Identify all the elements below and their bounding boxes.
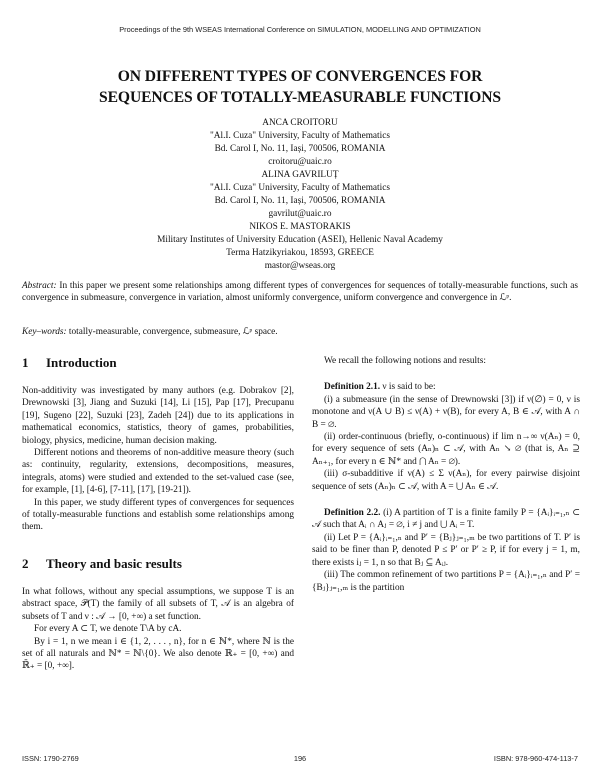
keywords-text: totally-measurable, convergence, submeasure, ℒᵖ space. [66, 327, 278, 337]
section-title: Theory and basic results [46, 555, 182, 571]
definition-item: (ii) order-continuous (briefly, o-continuous) if lim n→∞ ν(Aₙ) = 0, for every sequence of sets (Aₙ)ₙ ⊂ 𝒜, with Aₙ ↘ ∅ (that is, Aₙ ⊇ Aₙ₊₁, for every n ∈ ℕ* and ⋂ Aₙ = ∅). [312, 432, 580, 467]
author-email: mastor@wseas.org [264, 261, 336, 271]
left-column [22, 355, 294, 673]
paragraph: For every A ⊂ T, we denote T\A by cA. [34, 624, 182, 635]
section-number: 1 [22, 355, 29, 370]
author-affiliation: "Al.I. Cuza" University, Faculty of Mathematics [210, 131, 390, 141]
right-column [312, 355, 580, 594]
author-address: Bd. Carol I, No. 11, Iași, 700506, ROMANIA [214, 144, 386, 154]
abstract-label: Abstract: [22, 281, 57, 291]
title-line-2: SEQUENCES OF TOTALLY-MEASURABLE FUNCTIONS [99, 89, 501, 106]
definition-item: (i) A partition of T is a finite family P = {Aᵢ}ᵢ₌₁,ₙ ⊂ 𝒜 such that Aᵢ ∩ Aⱼ = ∅, i ≠ j and ⋃ Aᵢ = T. [312, 508, 580, 531]
definition-item: (ii) Let P = {Aᵢ}ᵢ₌₁,ₙ and P′ = {Bⱼ}ⱼ₌₁,ₘ be two partitions of T. P′ is said to be finer than P, denoted P ≤ P′ or P′ ≥ P, if for every j = 1, m, there exists iⱼ = 1, n so that Bⱼ ⊆ Aᵢⱼ. [312, 532, 580, 568]
section-number: 2 [22, 555, 29, 571]
author-address: Bd. Carol I, No. 11, Iași, 700506, ROMANIA [214, 196, 386, 206]
section-heading [22, 355, 294, 371]
footer-issn: ISSN: 1790-2769 [22, 754, 79, 763]
author-name: ANCA CROITORU [262, 118, 338, 128]
author-affiliation: Military Institutes of University Education (ASEI), Hellenic Naval Academy [157, 235, 443, 245]
author-block [60, 117, 540, 273]
paragraph: In what follows, without any special assumptions, we suppose T is an abstract space, 𝒫(T) the family of all subsets of T, 𝒜 is an algebra of subsets of T and ν : 𝒜 → [0, +∞) a set function. [22, 586, 294, 622]
paragraph: In this paper, we study different types of convergences for sequences of totally-measurable functions and establish some relationships among them. [22, 497, 294, 533]
author-affiliation: "Al.I. Cuza" University, Faculty of Mathematics [210, 183, 390, 193]
definition-lead: ν is said to be: [380, 382, 436, 393]
definition-label: Definition 2.1. [324, 382, 381, 393]
author-address: Terma Hatzikyriakou, 18593, GREECE [226, 248, 374, 258]
definition-2-1 [312, 381, 580, 393]
page-number: 196 [293, 754, 307, 763]
definition-item: (iii) σ-subadditive if ν(A) ≤ Σ ν(Aₙ), for every pairwise disjoint sequence of sets (Aₙ)ₙ ⊂ 𝒜, with A = ⋃ Aₙ ∈ 𝒜. [312, 469, 580, 492]
paragraph: Non-additivity was investigated by many authors (e.g. Dobrakov [2], Drewnowski [3], Jiang and Suzuki [14], Li [15], Pap [17], Precupanu [19], Sugeno [22], Suzuki [23], Zadeh [24]) due to its applications in mathematical economics, statistics, theory of games, probabilities, biology, physics, medicine, human decision making. [22, 386, 294, 446]
definition-item: (i) a submeasure (in the sense of Drewnowski [3]) if ν(∅) = 0, ν is monotone and ν(A ∪ B) ≤ ν(A) + ν(B), for every A, B ∈ 𝒜, with A ∩ B = ∅. [312, 394, 580, 430]
definition-2-2 [312, 507, 580, 532]
running-header: Proceedings of the 9th WSEAS International Conference on SIMULATION, MODELLING AND OPTIMIZATION [119, 25, 481, 34]
footer-isbn: ISBN: 978-960-474-113-7 [493, 754, 578, 763]
definition-label: Definition 2.2. [324, 508, 381, 519]
keywords-label: Key–words: [22, 327, 67, 337]
section-title: Introduction [46, 355, 117, 370]
section-heading [22, 556, 294, 572]
abstract [22, 280, 578, 305]
author-email: gavrilut@uaic.ro [268, 209, 332, 219]
keywords [22, 326, 578, 338]
abstract-text: In this paper we present some relationships among different types of convergences for sequences of totally-measurable functions, such as convergence in submeasure, convergence in variation, almost uniformly convergence, uniform convergence and convergence in ℒᵖ. [22, 281, 578, 304]
definition-item: (iii) The common refinement of two partitions P = {Aᵢ}ᵢ₌₁,ₙ and P′ = {Bⱼ}ⱼ₌₁,ₘ is the partition [312, 570, 580, 593]
author-email: croitoru@uaic.ro [268, 157, 332, 167]
title-line-1: ON DIFFERENT TYPES OF CONVERGENCES FOR [117, 68, 483, 85]
paper-title [40, 66, 560, 108]
author-name: ALINA GAVRILUȚ [261, 170, 339, 180]
paragraph: By i = 1, n we mean i ∈ {1, 2, . . . , n}, for n ∈ ℕ*, where ℕ is the set of all naturals and ℕ* = ℕ\{0}. We also denote ℝ₊ = [0, +∞) and ℝ̄₊ = [0, +∞]. [22, 636, 294, 672]
paragraph: Different notions and theorems of non-additive measure theory (such as: continuity, regularity, extensions, decompositions, measures, integrals, atoms) were studied and extended to the set-valued case (see, for example, [1], [4-6], [7-11], [17], [19-21]). [22, 448, 294, 496]
author-name: NIKOS E. MASTORAKIS [249, 222, 351, 232]
paragraph: We recall the following notions and results: [324, 356, 486, 366]
